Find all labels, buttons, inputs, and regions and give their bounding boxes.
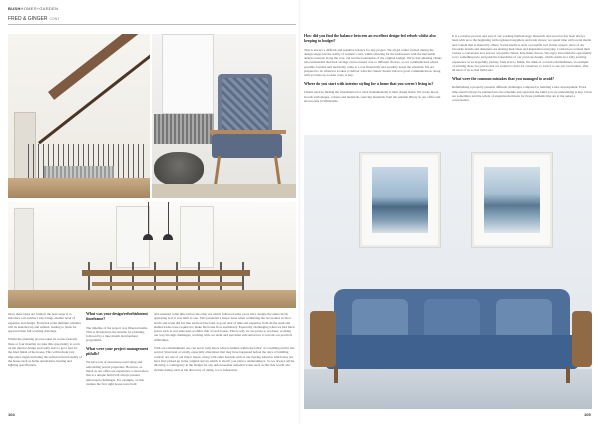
body-paragraph: Once these ideas are formed, the next stage is to introduce our architect who brings another level of expertise and design. From that point multiple schemes will be sketched up and refined, leading to plans for approval then full working drawings. <box>8 312 81 334</box>
living-room-sofa-photo <box>304 135 592 409</box>
answer-paragraph: Clients tend be finding the visualisation for what fundamentally is their dream home. We create mood boards with shapes, colours and materials, sourcing materials from the suitable library in our office and showrooms in Whitstable. <box>304 90 441 104</box>
staircase-photo <box>8 34 150 198</box>
left-page-column-3 <box>154 312 296 376</box>
question-heading: How did you find the balance between an excellent design-led refurb whilst also keeping to budget? <box>304 34 436 43</box>
question-heading: What were the common mistakes that you managed to avoid? <box>452 76 555 81</box>
right-page-column-1 <box>304 34 442 107</box>
body-paragraph: With our refurbishment one can never truly know what is hidden within the fabric of a building until it has served. Structural or totally, especially alterations that may have happened before the days of building control; are one of our major issues, along with other hazards such as uncovering asbestos which may not have first picked up in the original survey which is vital if you plan to undertaking it. So we always advise allowing a contingency in the budget for any unforeseeable remedial works such as this that would also include dating such as the discovery of damp, rot or infestation. <box>154 346 295 372</box>
feature-title <box>8 16 296 25</box>
left-page-column-1 <box>8 312 82 372</box>
question-heading: Where do you start with interior styling for a home that you weren't living in? <box>304 81 434 86</box>
right-page-column-2 <box>452 34 592 107</box>
magazine-header <box>8 6 58 11</box>
body-paragraph: Whilst the planning process takes its course (usually three or four months) we take this opportunity to work on the interior design and really start to get a feel for the final finish of the house. This will include very important stages including the technical functionality of the house such as home automation, heating and lighting specification. <box>8 337 82 368</box>
seascape-artwork-right <box>472 153 552 247</box>
page-number-right: 105 <box>584 412 591 417</box>
body-paragraph: and rendered some time before the other era which followed some years later, despite the entire block appearing as if it was built as one. This presented a major issue when combining the two homes as floor levels and walls did not line and level the land. A good deal of time and expertise from all the team and skilled trades were required to make the house flow seamlessly. Especially challenging when we had fixed prices such as wet staircases at either side of each house. This is why we are prone to set dates, working our way through challenges, working with our team and specialist subcontractors to rework our practical difficulties. <box>154 312 295 342</box>
answer-paragraph: This is always a difficult and sensitive balance for any project. We all get rather excited during the design stages but the reality of realistic costs, whilst allowing for the unforeseen with the inevitable design overruns along the way, can test the boundaries of the original budget. We've had amazing clients who understand that their savings can be turned over to different choices, so we communicated where possible, but this still inevitably came at a cost financially and possibly needs the schedule. We are prepared to do whatever it takes to deliver what the clients' dream vision is good communication, along with accurate up-to-date costs, is key. <box>304 47 442 78</box>
left-page-column-2 <box>86 312 150 390</box>
answer-paragraph: We have lots of experience renovating and remodeling period properties. However, as much as our office are experience a renovation; this is a unique build will always present unforeseen challenges. For example, on this venture the first right house were built <box>86 360 149 386</box>
question-heading: What was your design/refurbishment timeframe? <box>86 312 148 321</box>
feature-name: FRED & GINGER <box>8 16 48 22</box>
armchair-photo <box>152 34 296 198</box>
page-gutter <box>299 0 301 424</box>
magazine-section: HOMES+GARDEN <box>20 6 59 11</box>
dining-room-photo <box>8 202 296 308</box>
magazine-brand: BUSH <box>8 6 21 11</box>
feature-continued: CONT <box>49 17 60 21</box>
page-number-left: 104 <box>8 412 15 417</box>
seascape-artwork-left <box>360 153 440 247</box>
question-heading: What were your project management pitfalls? <box>86 346 149 356</box>
answer-paragraph: The timeline of the project was fifteen months. This is divided into the months for planning, followed by a nine month development programme. <box>86 325 148 343</box>
answer-paragraph: It is a creative process and part of our working methodology. Research and resource has been always been with us to the beginning with registered suppliers and trade shows; we spend time with social media and content that is shared by others. Social media is such a powerful tool in that respect, most of our favourite brands and designers are sharing their ideas and inspiration everyday. Contractors worked their visions a conversion tool and we can guide clients, help them choose. We enjoy and relish the opportunity to try something new and push the boundaries of our previous design, which results in a truly exciting experience as we hopefully journey from start to finish. We think of a recent refurbishment, an example of printing those two pieces that we wanted to have for ourselves, to look it to see our own homes, after all most of us as that build sets. <box>452 34 592 73</box>
answer-paragraph: Refurbishing a property presents different challenges compared to building a new development. Extra time should always be planned into the schedule and open that the build you are undertaking is key. Crisis are sometimes and the whole of enquiries/decisions for those problems that are at the outset a conversation. <box>452 85 592 103</box>
